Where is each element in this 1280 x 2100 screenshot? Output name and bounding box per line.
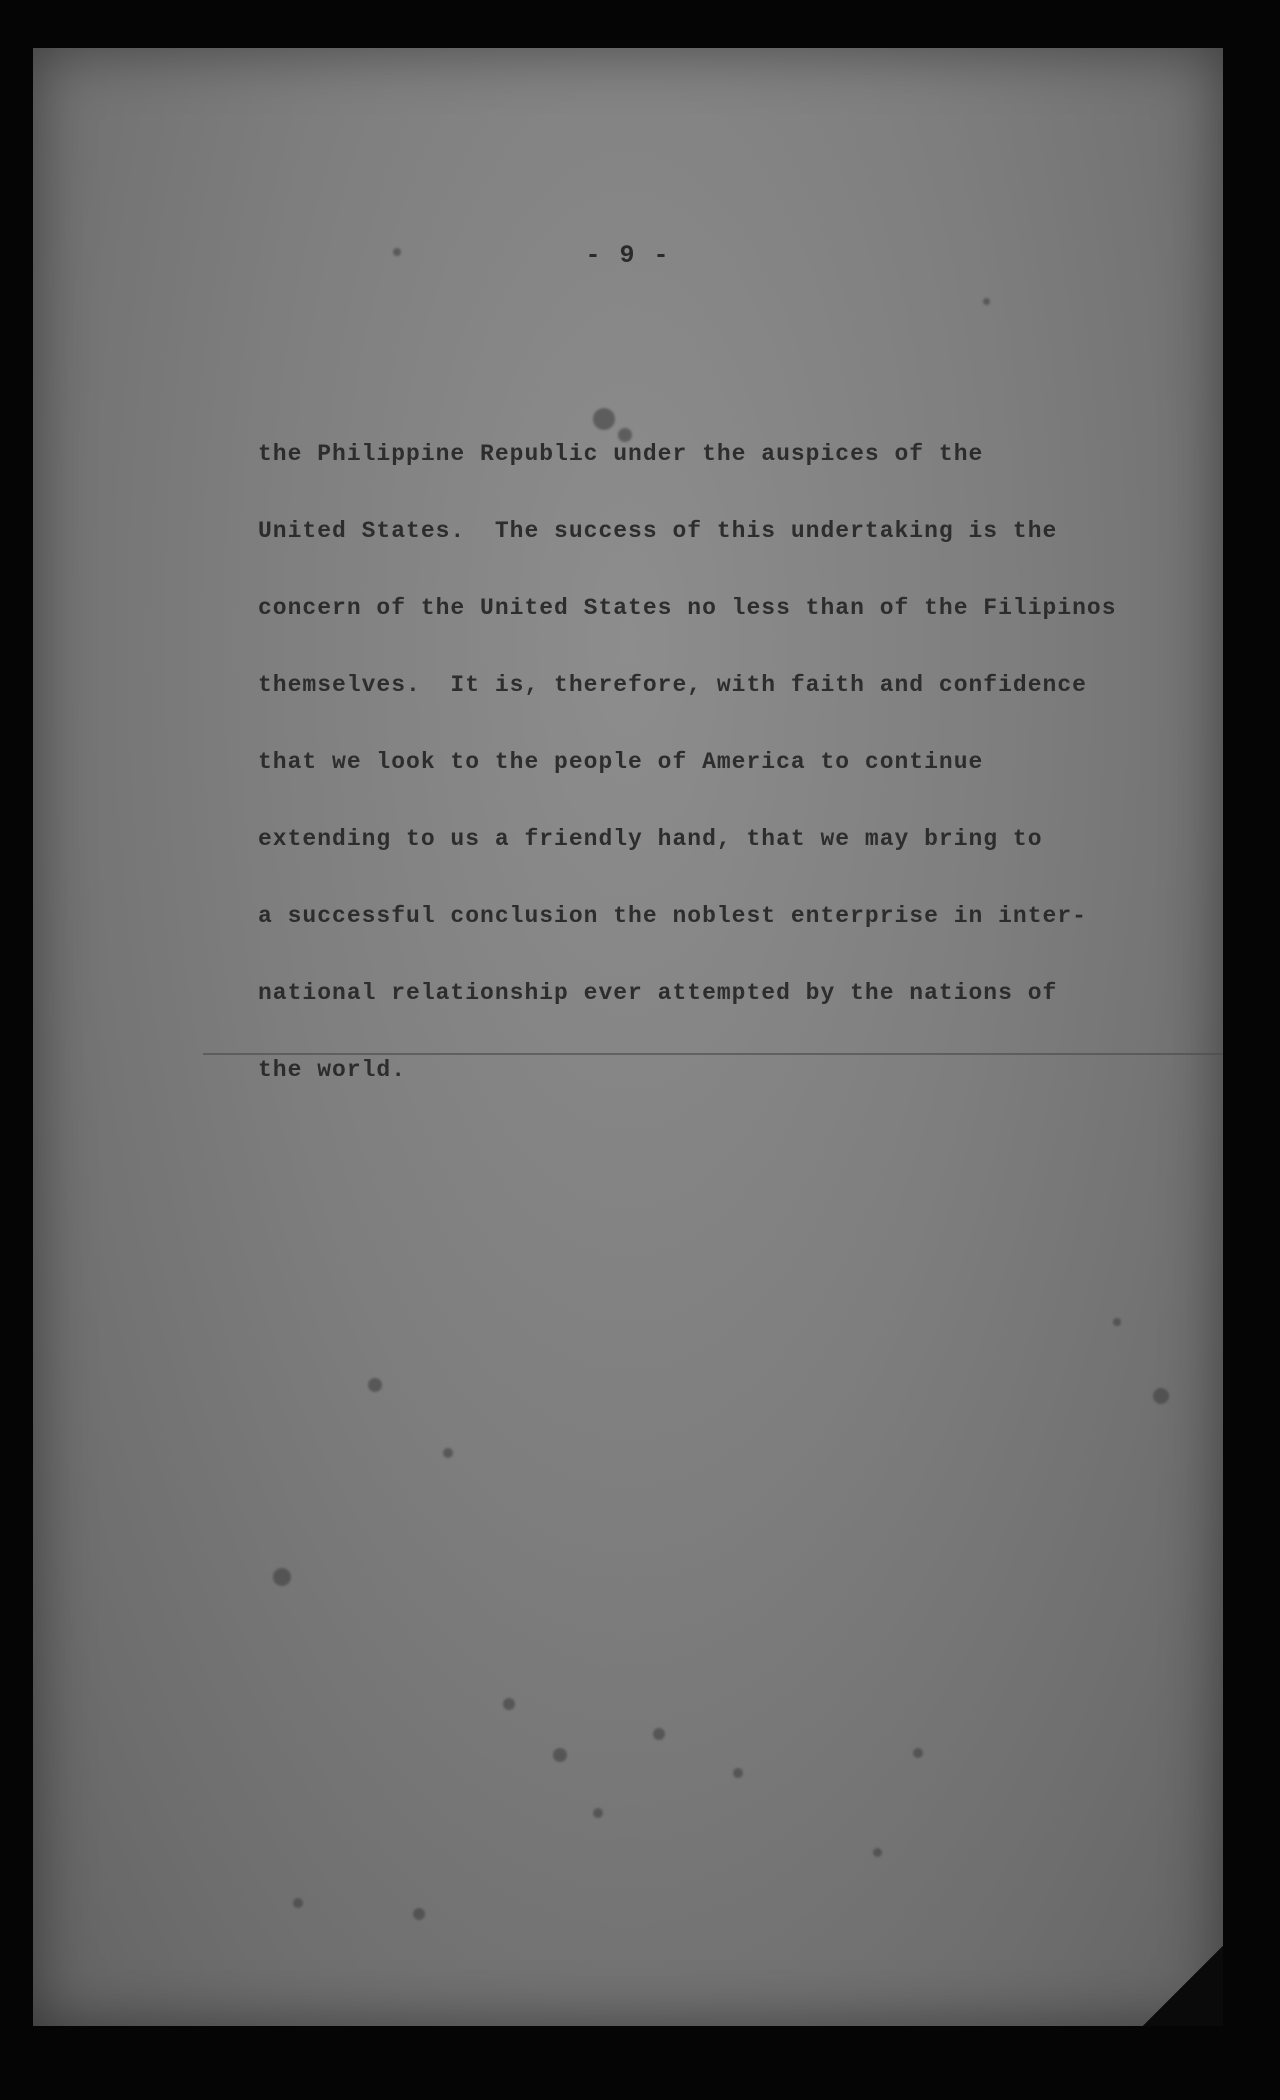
speckle <box>413 1908 425 1920</box>
speckle <box>503 1698 515 1710</box>
speckle <box>913 1748 923 1758</box>
typed-page <box>33 48 1223 2026</box>
speckle <box>733 1768 743 1778</box>
horizontal-rule <box>203 1053 1223 1055</box>
speckle <box>593 1808 603 1818</box>
body-text <box>258 416 1158 1109</box>
speckle <box>553 1748 567 1762</box>
speckle <box>873 1848 882 1857</box>
text-line: the Philippine Republic under the auspices of the <box>258 441 984 467</box>
text-line: national relationship ever attempted by the nations of <box>258 980 1058 1006</box>
speckle <box>653 1728 665 1740</box>
text-line: the world. <box>258 1057 407 1083</box>
speckle <box>983 298 990 305</box>
text-line: that we look to the people of America to continue <box>258 749 984 775</box>
text-line: concern of the United States no less than of the Filipinos <box>258 595 1117 621</box>
text-line: themselves. It is, therefore, with faith and confidence <box>258 672 1087 698</box>
speckle <box>1153 1388 1169 1404</box>
speckle <box>443 1448 453 1458</box>
speckle <box>1113 1318 1121 1326</box>
speckle <box>368 1378 382 1392</box>
speckle <box>293 1898 303 1908</box>
text-line: United States. The success of this undertaking is the <box>258 518 1058 544</box>
page-number: - 9 - <box>585 241 671 270</box>
text-line: a successful conclusion the noblest enterprise in inter- <box>258 903 1087 929</box>
speckle <box>273 1568 291 1586</box>
corner-fold <box>1143 1946 1223 2026</box>
text-line: extending to us a friendly hand, that we may bring to <box>258 826 1043 852</box>
